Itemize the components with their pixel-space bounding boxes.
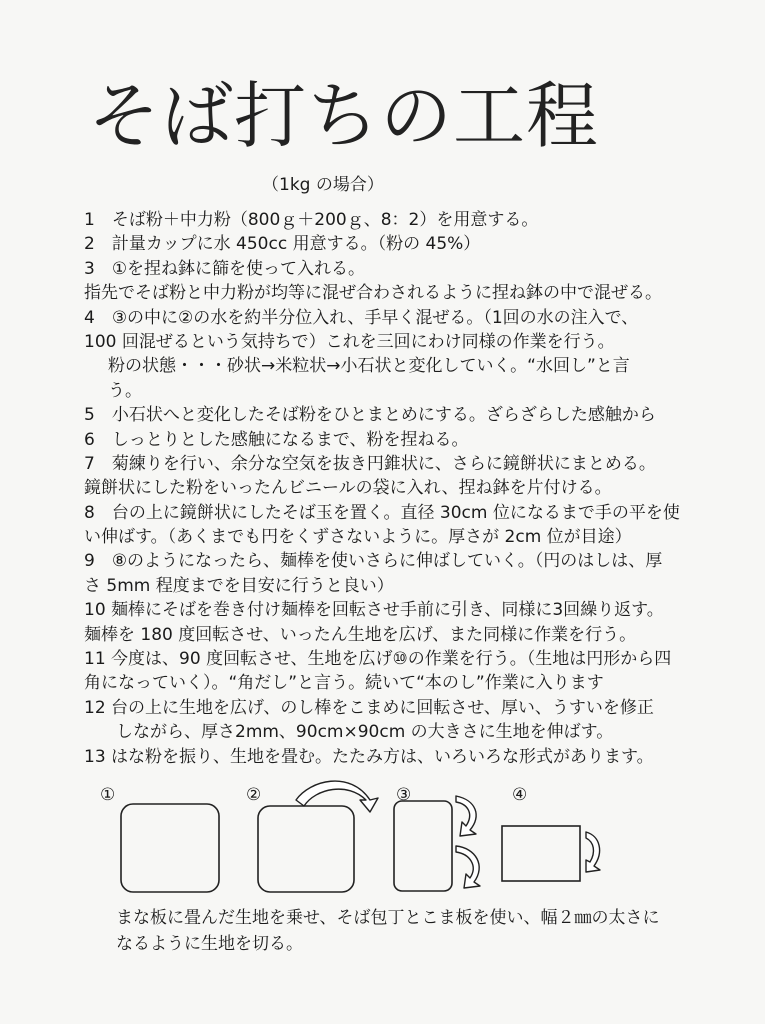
fold-step-4-sheet [502, 826, 580, 881]
fold-label-3: ③ [396, 785, 412, 805]
step-12: 12 台の上に生地を広げ、のし棒をこまめに回転させ、厚い、うすいを修正 [84, 697, 654, 718]
fold-4-arrow-icon [586, 832, 600, 872]
step-7-detail: 鏡餅状にした粉をいったんビニールの袋に入れ、捏ね鉢を片付ける。 [84, 478, 612, 499]
fold-label-2: ② [246, 785, 262, 805]
step-3: 3 ①を捏ね鉢に篩を使って入れる。 [84, 258, 366, 279]
fold-step-3-sheet [394, 801, 452, 891]
step-8-cont: い伸ばす。（あくまでも円をくずさないように。厚さが 2cm 位が目途） [84, 527, 632, 548]
page-subtitle: （1kg の場合） [262, 175, 384, 195]
step-12-cont: しながら、厚さ2mm、90cm×90cm の大きさに生地を伸ばす。 [116, 722, 614, 743]
step-6: 6 しっとりとした感触になるまで、粉を捏ねる。 [84, 429, 469, 450]
fold-3-arrow-top-icon [456, 796, 476, 836]
step-11: 11 今度は、90 度回転させ、生地を広げ⑩の作業を行う。（生地は円形から四 [84, 649, 672, 670]
fold-label-4: ④ [512, 785, 528, 805]
final-note-line-1: まな板に畳んだ生地を乗せ、そば包丁とこま板を使い、幅２㎜の太さに [116, 908, 660, 928]
fold-step-1-sheet [121, 804, 219, 892]
fold-label-1: ① [100, 785, 116, 805]
step-10-detail: 麺棒を 180 度回転させ、いったん生地を広げ、また同様に作業を行う。 [84, 624, 637, 645]
fold-2-arrow-icon [296, 781, 378, 812]
steps-list [84, 208, 684, 769]
final-note-line-2: なるように生地を切る。 [116, 934, 303, 954]
fold-step-2-sheet [258, 806, 354, 892]
step-13: 13 はな粉を振り、生地を畳む。たたみ方は、いろいろな形式があります。 [84, 746, 654, 767]
step-1: 1 そば粉＋中力粉（800ｇ＋200ｇ、8：2）を用意する。 [84, 210, 539, 230]
step-5: 5 小石状へと変化したそば粉をひとまとめにする。ざらざらした感触から [84, 405, 656, 426]
step-3-detail: 指先でそば粉と中力粉が均等に混ぜ合わされるように捏ね鉢の中で混ぜる。 [84, 283, 662, 304]
page-title: そば打ちの工程 [88, 74, 600, 158]
step-9: 9 ⑧のようになったら、麺棒を使いさらに伸ばしていく。（円のはしは、厚 [84, 551, 663, 572]
step-7: 7 菊練りを行い、余分な空気を抜き円錐状に、さらに鏡餅状にまとめる。 [84, 453, 656, 474]
step-4: 4 ③の中に②の水を約半分位入れ、手早く混ぜる。（1回の水の注入で、 [84, 307, 639, 328]
final-note [116, 905, 676, 957]
step-4-note: 粉の状態・・・砂状→米粒状→小石状と変化していく。“水回し”と言 [108, 356, 630, 377]
step-4-cont: 100 回混ぜるという気持ちで）これを三回にわけ同様の作業を行う。 [84, 331, 615, 352]
step-8: 8 台の上に鏡餅状にしたそば玉を置く。直径 30cm 位になるまで手の平を使 [84, 502, 680, 523]
step-11-cont: 角になっていく）。“角だし”と言う。続いて“本のし”作業に入ります [84, 673, 604, 694]
step-4-note-cont: う。 [108, 380, 142, 401]
fold-3-arrow-bottom-icon [456, 846, 480, 888]
step-10: 10 麺棒にそばを巻き付け麺棒を回転させ手前に引き、同様に3回繰り返す。 [84, 600, 664, 621]
step-9-cont: さ 5mm 程度までを目安に行うと良い） [84, 575, 394, 596]
step-2: 2 計量カップに水 450cc 用意する。（粉の 45%） [84, 234, 481, 255]
